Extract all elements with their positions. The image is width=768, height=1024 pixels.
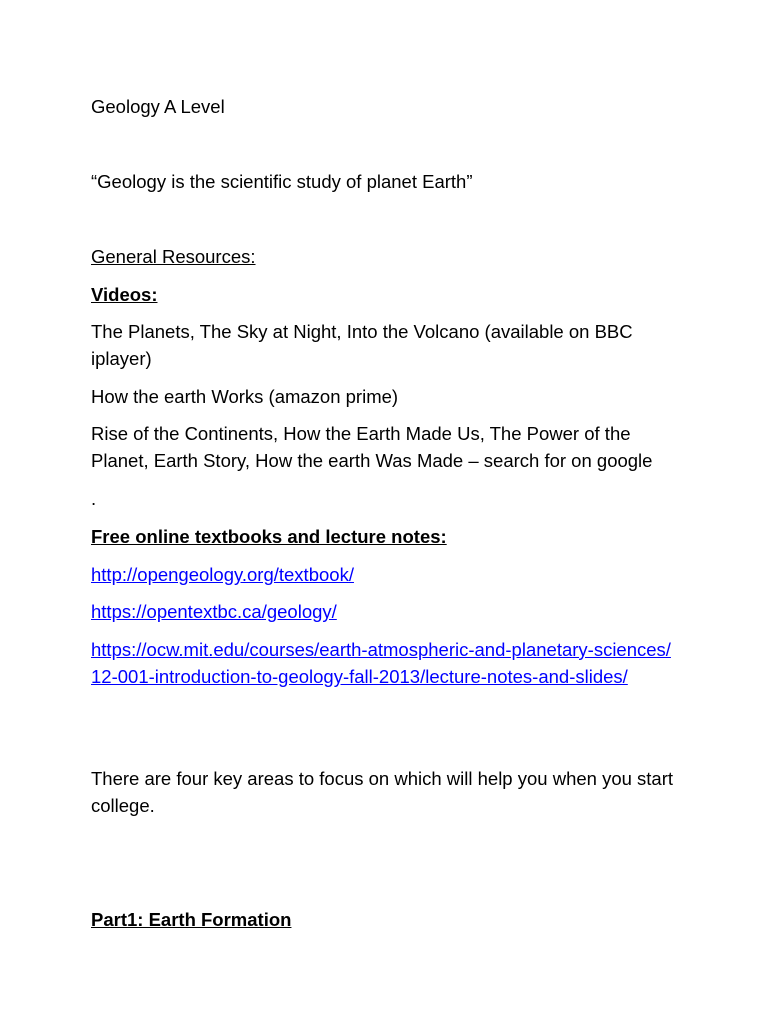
stray-dot: . (91, 488, 97, 509)
general-resources-heading: General Resources: (91, 246, 256, 267)
part1-heading: Part1: Earth Formation (91, 909, 292, 930)
videos-heading: Videos: (91, 284, 158, 305)
mit-ocw-link[interactable]: https://ocw.mit.edu/courses/earth-atmospheric-and-planetary-sciences/12-001-introduction-to-geology-fall-2013/lecture-notes-and-slides/ (91, 639, 671, 687)
opentextbc-link[interactable]: https://opentextbc.ca/geology/ (91, 601, 337, 622)
focus-paragraph: There are four key areas to focus on which will help you when you start college. (91, 768, 674, 816)
document-title: Geology A Level (91, 96, 225, 117)
opengeology-link[interactable]: http://opengeology.org/textbook/ (91, 564, 354, 585)
textbooks-heading: Free online textbooks and lecture notes: (91, 526, 447, 547)
video-list-item: The Planets, The Sky at Night, Into the Volcano (available on BBC iplayer) (91, 321, 633, 369)
geology-quote: “Geology is the scientific study of planet Earth” (91, 171, 473, 192)
video-list-item: How the earth Works (amazon prime) (91, 386, 399, 407)
video-list-item: Rise of the Continents, How the Earth Made Us, The Power of the Planet, Earth Story, How the earth Was Made – search for on google (91, 423, 653, 471)
